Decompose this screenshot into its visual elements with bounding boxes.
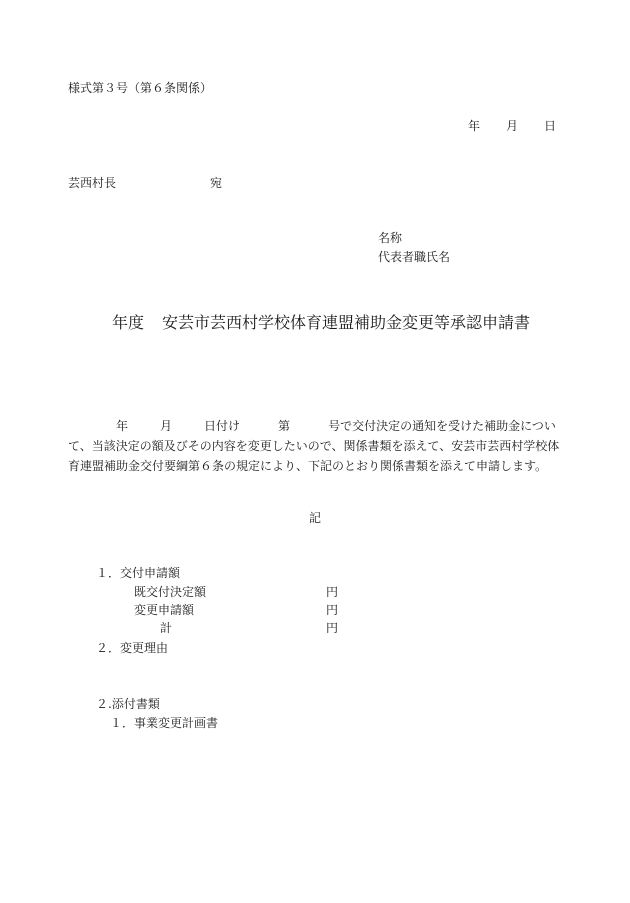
section3-heading: ２.添付書類: [96, 697, 160, 711]
amount-unit: 円: [326, 621, 339, 635]
body-month: 月: [160, 419, 173, 433]
amount-unit: 円: [326, 585, 339, 599]
form-number: 様式第３号（第６条関係）: [68, 81, 213, 95]
amount-label: 計: [160, 621, 173, 635]
section1-heading: １．交付申請額: [96, 566, 181, 580]
body-dated: 日付け: [204, 419, 241, 433]
body-number-prefix: 第: [278, 419, 291, 433]
date-month: 月: [506, 119, 519, 133]
amount-row-change: [134, 603, 339, 617]
date-line: [468, 120, 556, 132]
date-day: 日: [544, 119, 557, 133]
section2-heading: ２．変更理由: [96, 641, 169, 655]
section3-item: １．事業変更計画書: [110, 716, 219, 730]
body-paragraph: [68, 416, 562, 476]
applicant-rep-label: 代表者職氏名: [378, 250, 451, 264]
amount-label: 変更申請額: [134, 603, 195, 617]
addressee: [68, 177, 222, 189]
document-title: [112, 315, 530, 331]
date-year: 年: [468, 119, 481, 133]
amount-label: 既交付決定額: [134, 585, 207, 599]
amount-unit: 円: [326, 603, 339, 617]
title-text: 安芸市芸西村学校体育連盟補助金変更等承認申請書: [162, 313, 531, 332]
ki-label: 記: [309, 511, 322, 525]
addressee-name: 芸西村長: [68, 176, 117, 190]
amount-row-prior: [134, 585, 339, 599]
addressee-honorific: 宛: [210, 176, 223, 190]
title-year-label: 年度: [112, 313, 145, 332]
body-rest: 号で交付決定の通知を受けた補助金について、当該決定の額及びその内容を変更したいので、関係書類を添えて、安芸市芸西村学校体育連盟補助金交付要綱第６条の規定により、下記のとおり関係書類を添えて申請します。: [68, 419, 560, 473]
applicant-name-label: 名称: [378, 231, 403, 245]
amount-row-total: [160, 621, 339, 635]
applicant-block: [378, 232, 450, 270]
body-year: 年: [116, 419, 129, 433]
